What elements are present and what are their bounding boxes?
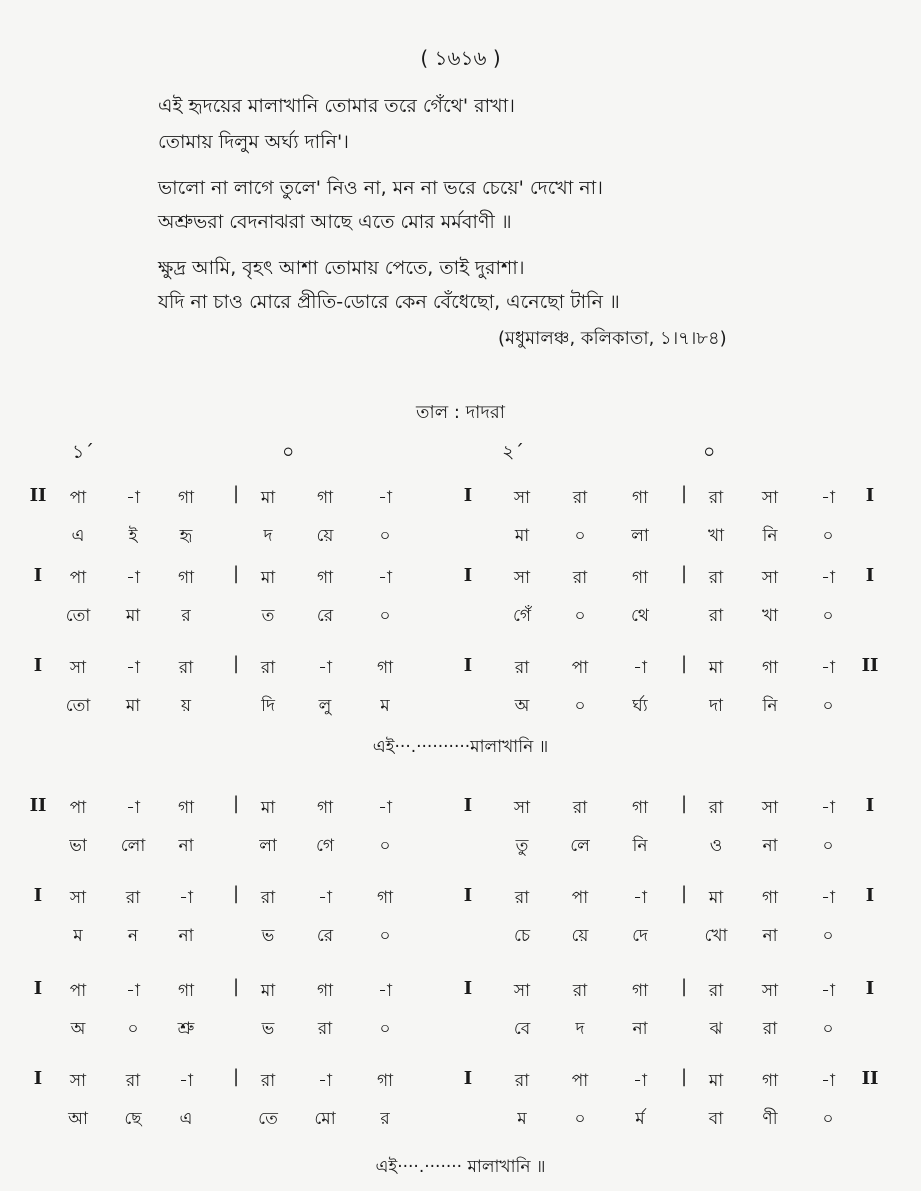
lyric-syllable: চে — [513, 926, 531, 946]
swara-note: রা — [708, 981, 724, 1001]
lyric-syllable: দে — [632, 926, 648, 946]
swara-note: গা — [177, 568, 195, 588]
lyric-syllable: ত — [261, 606, 275, 626]
refrain-1: এই···.··········মালাখানি ॥ — [372, 737, 549, 757]
lyric-syllable: তে — [258, 1109, 278, 1129]
lyric-syllable: না — [632, 1019, 648, 1039]
lyric-syllable: ০ — [822, 696, 834, 716]
lyric-syllable: লো — [120, 836, 146, 856]
beat-divider: | — [232, 1066, 240, 1087]
lyric-syllable: খো — [704, 926, 728, 946]
swara-note: -া — [126, 488, 140, 508]
bar-mid: I — [463, 885, 473, 906]
swara-note: -া — [126, 981, 140, 1001]
swara-note: পা — [571, 658, 589, 678]
swara-note: -া — [179, 1071, 193, 1091]
swara-note: রা — [572, 488, 588, 508]
lyric-syllable: অ — [70, 1019, 86, 1039]
source-citation: (মধুমালঞ্চ, কলিকাতা, ১।৭।৮৪) — [498, 328, 727, 349]
bar-start: I — [33, 885, 43, 906]
swara-note: গা — [761, 658, 779, 678]
swara-note: মা — [260, 488, 276, 508]
lyric-syllable: ন — [127, 926, 139, 946]
swara-note: গা — [376, 888, 394, 908]
lyric-syllable: দি — [261, 696, 275, 716]
lyric-syllable: ০ — [574, 526, 586, 546]
lyric-syllable: রা — [708, 606, 724, 626]
bar-mid: I — [463, 565, 473, 586]
lyric-syllable: না — [762, 926, 778, 946]
lyric-syllable: ০ — [574, 1109, 586, 1129]
swara-note: -া — [318, 888, 332, 908]
lyric-syllable: লা — [259, 836, 277, 856]
lyric-syllable: ০ — [379, 926, 391, 946]
swara-note: -া — [179, 888, 193, 908]
beat-divider: | — [232, 563, 240, 584]
lyric-syllable: এ — [179, 1109, 193, 1129]
lyric-syllable: দ — [575, 1019, 585, 1039]
lyric-line-5: ক্ষুদ্র আমি, বৃহৎ আশা তোমায় পেতে, তাই দুরাশা। — [158, 257, 525, 279]
beat-divider: | — [680, 976, 688, 997]
bar-mid: I — [463, 795, 473, 816]
beat-divider: | — [232, 483, 240, 504]
swara-note: মা — [708, 658, 724, 678]
refrain-2: এই····.······· মালাখানি ॥ — [375, 1157, 546, 1177]
swara-note: রা — [572, 798, 588, 818]
swara-note: গা — [316, 568, 334, 588]
swara-note: রা — [260, 888, 276, 908]
swara-note: -া — [821, 798, 835, 818]
swara-note: সা — [513, 488, 531, 508]
lyric-syllable: মা — [125, 696, 141, 716]
bar-start: I — [33, 655, 43, 676]
swara-note: গা — [761, 888, 779, 908]
swara-note: সা — [69, 658, 87, 678]
lyric-syllable: হৃ — [179, 526, 193, 546]
bar-mid: I — [463, 1068, 473, 1089]
beat-divider: | — [680, 563, 688, 584]
beat-divider: | — [680, 653, 688, 674]
beat-divider: | — [232, 883, 240, 904]
lyric-syllable: ভা — [69, 836, 87, 856]
beat-mark-2: ০ — [282, 441, 295, 463]
swara-note: রা — [125, 888, 141, 908]
lyric-syllable: ০ — [127, 1019, 139, 1039]
lyric-syllable: তো — [65, 696, 91, 716]
swara-note: -া — [633, 658, 647, 678]
swara-note: রা — [708, 488, 724, 508]
swara-note: -া — [318, 1071, 332, 1091]
swara-note: -া — [821, 488, 835, 508]
swara-note: -া — [318, 658, 332, 678]
swara-note: -া — [378, 568, 392, 588]
swara-note: -া — [821, 981, 835, 1001]
swara-note: রা — [260, 1071, 276, 1091]
lyric-syllable: গেঁ — [512, 606, 532, 626]
swara-note: পা — [69, 798, 87, 818]
lyric-syllable: য়ে — [316, 526, 334, 546]
beat-divider: | — [232, 976, 240, 997]
swara-note: -া — [126, 798, 140, 818]
lyric-line-2: তোমায় দিলুম অর্ঘ্য দানি'। — [158, 131, 349, 153]
swara-note: রা — [178, 658, 194, 678]
lyric-syllable: মা — [125, 606, 141, 626]
lyric-line-4: অশ্রুভরা বেদনাঝরা আছে এতে মোর মর্মবাণী ॥ — [158, 211, 512, 233]
swara-note: সা — [761, 568, 779, 588]
swara-note: সা — [69, 1071, 87, 1091]
lyric-syllable: ম — [73, 926, 83, 946]
swara-note: রা — [514, 888, 530, 908]
lyric-syllable: খা — [761, 606, 779, 626]
swara-note: রা — [514, 658, 530, 678]
swara-note: সা — [513, 568, 531, 588]
beat-divider: | — [680, 1066, 688, 1087]
bar-start: II — [29, 795, 47, 816]
lyric-syllable: না — [178, 836, 194, 856]
swara-note: গা — [631, 798, 649, 818]
lyric-syllable: ০ — [379, 1019, 391, 1039]
lyric-syllable: খা — [707, 526, 725, 546]
swara-note: পা — [69, 981, 87, 1001]
lyric-syllable: মা — [514, 526, 530, 546]
swara-note: রা — [514, 1071, 530, 1091]
lyric-syllable: না — [762, 836, 778, 856]
page-number: ( ১৬১৬ ) — [420, 46, 501, 70]
bar-end: II — [861, 1068, 879, 1089]
lyric-syllable: ০ — [822, 926, 834, 946]
swara-note: -া — [378, 488, 392, 508]
lyric-syllable: গে — [315, 836, 335, 856]
lyric-syllable: রে — [316, 606, 334, 626]
swara-note: -া — [821, 568, 835, 588]
swara-note: সা — [69, 888, 87, 908]
swara-note: মা — [260, 798, 276, 818]
swara-note: পা — [69, 488, 87, 508]
swara-note: গা — [316, 798, 334, 818]
swara-note: -া — [126, 568, 140, 588]
lyric-syllable: তো — [65, 606, 91, 626]
bar-end: I — [865, 795, 875, 816]
lyric-syllable: ই — [128, 526, 138, 546]
swara-note: সা — [761, 798, 779, 818]
swara-note: গা — [631, 488, 649, 508]
lyric-syllable: রে — [316, 926, 334, 946]
beat-divider: | — [232, 793, 240, 814]
lyric-syllable: ভ — [261, 926, 275, 946]
lyric-syllable: য় — [180, 696, 191, 716]
lyric-syllable: ০ — [379, 836, 391, 856]
swara-note: -া — [378, 981, 392, 1001]
beat-divider: | — [680, 883, 688, 904]
lyric-line-1: এই হৃদয়ের মালাখানি তোমার তরে গেঁথে' রাখা। — [158, 95, 515, 117]
lyric-syllable: লা — [631, 526, 649, 546]
lyric-syllable: ০ — [574, 606, 586, 626]
swara-note: রা — [708, 798, 724, 818]
lyric-syllable: নি — [762, 526, 778, 546]
lyric-syllable: য়ে — [571, 926, 589, 946]
lyric-syllable: রা — [762, 1019, 778, 1039]
lyric-syllable: থে — [631, 606, 649, 626]
lyric-syllable: র — [181, 606, 191, 626]
swara-note: মা — [260, 568, 276, 588]
swara-note: সা — [513, 798, 531, 818]
swara-note: পা — [69, 568, 87, 588]
lyric-syllable: না — [178, 926, 194, 946]
beat-divider: | — [680, 793, 688, 814]
swara-note: রা — [708, 568, 724, 588]
swara-note: গা — [376, 658, 394, 678]
lyric-syllable: বা — [708, 1109, 724, 1129]
lyric-syllable: নি — [762, 696, 778, 716]
lyric-syllable: ০ — [822, 526, 834, 546]
bar-end: I — [865, 565, 875, 586]
swara-note: গা — [316, 488, 334, 508]
lyric-syllable: র — [380, 1109, 390, 1129]
lyric-syllable: অ — [514, 696, 530, 716]
swara-note: সা — [761, 488, 779, 508]
swara-note: -া — [126, 658, 140, 678]
lyric-syllable: লে — [570, 836, 590, 856]
lyric-syllable: মো — [314, 1109, 336, 1129]
swara-note: -া — [633, 888, 647, 908]
lyric-syllable: শ্রু — [177, 1019, 195, 1039]
swara-note: সা — [761, 981, 779, 1001]
swara-note: সা — [513, 981, 531, 1001]
beat-mark-3: ২´ — [502, 441, 524, 463]
lyric-syllable: এ — [71, 526, 85, 546]
swara-note: রা — [572, 568, 588, 588]
lyric-syllable: ঝ — [709, 1019, 723, 1039]
bar-end: II — [861, 655, 879, 676]
lyric-syllable: ০ — [822, 836, 834, 856]
swara-note: গা — [316, 981, 334, 1001]
swara-note: গা — [631, 568, 649, 588]
lyric-syllable: ণী — [762, 1109, 778, 1129]
lyric-syllable: র্ম — [635, 1109, 645, 1129]
lyric-syllable: তু — [515, 836, 529, 856]
swara-note: মা — [708, 888, 724, 908]
swara-note: মা — [708, 1071, 724, 1091]
swara-note: -া — [821, 888, 835, 908]
beat-mark-1: ১´ — [72, 441, 94, 463]
lyric-syllable: ০ — [379, 526, 391, 546]
swara-note: রা — [260, 658, 276, 678]
swara-note: গা — [761, 1071, 779, 1091]
lyric-syllable: ০ — [822, 606, 834, 626]
bar-start: I — [33, 1068, 43, 1089]
bar-start: I — [33, 565, 43, 586]
lyric-syllable: র্ঘ্য — [632, 696, 648, 716]
lyric-syllable: আ — [68, 1109, 88, 1129]
lyric-line-6: যদি না চাও মোরে প্রীতি-ডোরে কেন বেঁধেছো, এনেছো টানি ॥ — [158, 291, 620, 313]
swara-note: মা — [260, 981, 276, 1001]
swara-note: গা — [177, 488, 195, 508]
swara-note: -া — [633, 1071, 647, 1091]
swara-note: গা — [631, 981, 649, 1001]
swara-note: পা — [571, 888, 589, 908]
lyric-syllable: ০ — [574, 696, 586, 716]
bar-mid: I — [463, 978, 473, 999]
lyric-syllable: ও — [709, 836, 723, 856]
lyric-line-3: ভালো না লাগে তুলে' নিও না, মন না ভরে চেয়ে' দেখো না। — [158, 177, 603, 199]
swara-note: -া — [821, 1071, 835, 1091]
lyric-syllable: দা — [709, 696, 723, 716]
swara-note: পা — [571, 1071, 589, 1091]
lyric-syllable: ০ — [822, 1109, 834, 1129]
lyric-syllable: নি — [632, 836, 648, 856]
beat-divider: | — [680, 483, 688, 504]
lyric-syllable: ০ — [822, 1019, 834, 1039]
swara-note: গা — [376, 1071, 394, 1091]
swara-note: -া — [378, 798, 392, 818]
bar-end: I — [865, 485, 875, 506]
bar-mid: I — [463, 485, 473, 506]
lyric-syllable: ভ — [261, 1019, 275, 1039]
lyric-syllable: রা — [317, 1019, 333, 1039]
beat-mark-4: ০ — [703, 441, 716, 463]
swara-note: -া — [821, 658, 835, 678]
lyric-syllable: ০ — [379, 606, 391, 626]
lyric-syllable: দ — [263, 526, 273, 546]
swara-note: রা — [572, 981, 588, 1001]
lyric-syllable: ছে — [124, 1109, 142, 1129]
swara-note: রা — [125, 1071, 141, 1091]
lyric-syllable: লু — [318, 696, 332, 716]
bar-start: II — [29, 485, 47, 506]
bar-end: I — [865, 885, 875, 906]
bar-mid: I — [463, 655, 473, 676]
taal-heading: তাল : দাদরা — [416, 402, 505, 423]
lyric-syllable: বে — [513, 1019, 531, 1039]
swara-note: গা — [177, 981, 195, 1001]
bar-end: I — [865, 978, 875, 999]
lyric-syllable: ম — [517, 1109, 527, 1129]
bar-start: I — [33, 978, 43, 999]
beat-divider: | — [232, 653, 240, 674]
swara-note: গা — [177, 798, 195, 818]
lyric-syllable: ম — [380, 696, 390, 716]
